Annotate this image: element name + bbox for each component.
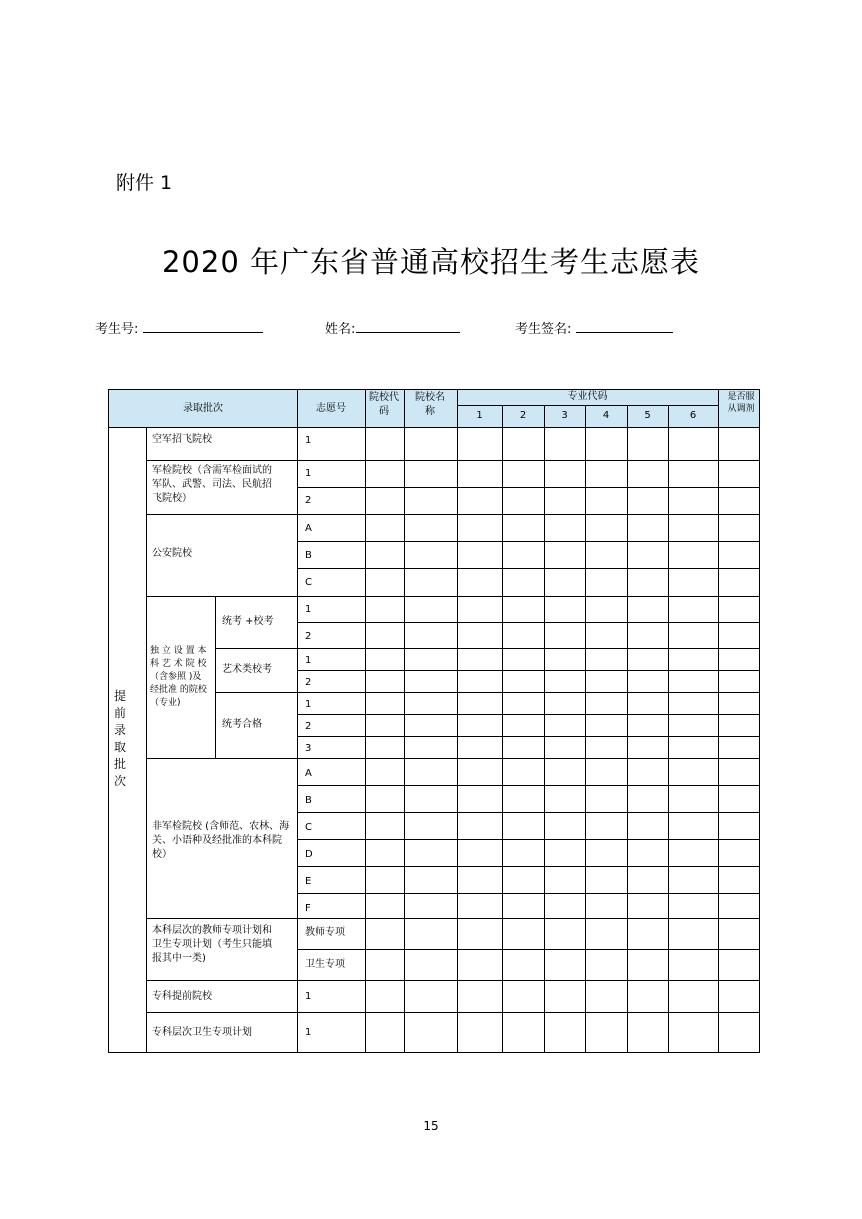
grid-line: [297, 487, 760, 488]
row-police: 公安院校: [152, 548, 192, 559]
grid-line: [297, 839, 760, 840]
grid-line: [146, 918, 760, 919]
header-school-name: 院校名称: [415, 392, 445, 417]
grid-line: [146, 427, 147, 1053]
grid-line: [146, 514, 760, 515]
row-art: 独 立 设 置 本 科 艺 术 院 校（含参照 )及经批准 的院校（专业): [150, 646, 207, 708]
row-art-pass: 统考合格: [222, 719, 262, 730]
header-major-col: 2: [519, 410, 527, 421]
wish-number: C: [305, 577, 312, 588]
header-wish-no: 志愿号: [316, 402, 346, 414]
wish-number: B: [305, 550, 312, 561]
grid-line: [146, 980, 760, 981]
grid-line: [457, 389, 458, 1053]
grid-line: [404, 389, 405, 1053]
wish-number: F: [305, 903, 311, 914]
wish-number: 3: [305, 743, 312, 754]
grid-line: [297, 812, 760, 813]
wish-number: B: [305, 795, 312, 806]
grid-line: [297, 736, 760, 737]
grid-line: [215, 692, 760, 693]
header-major-col: 5: [644, 410, 651, 421]
grid-line: [502, 405, 503, 1053]
grid-line: [146, 460, 760, 461]
row-junior: 专科提前院校: [152, 991, 212, 1002]
row-junior-health: 专科层次卫生专项计划: [152, 1027, 252, 1038]
batch-label: 提前录取批次: [113, 689, 126, 788]
header-major-code: 专业代码: [567, 391, 608, 402]
wish-number: 2: [305, 721, 312, 732]
row-art-unified: 统考 +校考: [222, 616, 274, 627]
wish-number: 1: [305, 991, 312, 1002]
wish-number: 1: [305, 699, 312, 710]
page-title: 2020 年广东省普通高校招生考生志愿表: [161, 245, 701, 279]
table-border-top: [108, 389, 760, 390]
wish-number: 1: [305, 435, 312, 446]
row-teacher-health: 本科层次的教师专项计划和卫生专项计划（考生只能填报其中一类): [152, 925, 272, 964]
exam-no-label: 考生号:: [95, 322, 139, 337]
grid-line: [297, 389, 298, 1053]
row-teacher: 教师专项: [305, 927, 345, 938]
row-health: 卫生专项: [305, 959, 345, 970]
grid-line: [146, 1012, 760, 1013]
header-major-col: 1: [476, 410, 483, 421]
signature-label: 考生签名:: [515, 322, 572, 337]
name-label: 姓名:: [325, 322, 356, 337]
grid-line: [297, 893, 760, 894]
grid-line: [108, 427, 760, 428]
wish-number: 2: [305, 677, 312, 688]
header-major-col: 3: [561, 410, 568, 421]
wish-number: E: [305, 876, 312, 887]
wish-number: 1: [305, 655, 312, 666]
wish-number: 1: [305, 604, 312, 615]
attachment-label: 附件 1: [116, 172, 173, 194]
grid-line: [215, 596, 216, 758]
header-adjust: 是否服从调剂: [727, 392, 755, 414]
grid-line: [365, 389, 366, 1053]
wish-number: C: [305, 822, 312, 833]
wish-number: 1: [305, 468, 312, 479]
grid-line: [627, 405, 628, 1053]
grid-line: [457, 405, 719, 406]
grid-line: [297, 541, 760, 542]
wish-number: D: [305, 849, 313, 860]
grid-line: [668, 405, 669, 1053]
grid-line: [718, 389, 719, 1053]
table-border-left: [108, 389, 109, 1053]
wish-number: 1: [305, 1027, 312, 1038]
table-border-bottom: [108, 1052, 760, 1053]
grid-line: [544, 405, 545, 1053]
header-school-code: 院校代码: [369, 392, 399, 417]
grid-line: [297, 866, 760, 867]
wish-number: 2: [305, 631, 312, 642]
row-art-class: 艺术类校考: [222, 664, 272, 675]
wish-number: A: [305, 523, 312, 534]
grid-line: [297, 714, 760, 715]
wish-number: 2: [305, 495, 312, 506]
grid-line: [297, 622, 760, 623]
grid-line: [146, 758, 760, 759]
row-military: 军检院校（含需军检面试的军队、武警、司法、民航招飞院校）: [152, 465, 272, 504]
grid-line: [215, 648, 760, 649]
header-major-col: 6: [689, 410, 697, 421]
header-major-col: 4: [602, 410, 610, 421]
grid-line: [297, 670, 760, 671]
grid-line: [297, 949, 760, 950]
wish-number: A: [305, 768, 312, 779]
header-batch: 录取批次: [183, 402, 223, 414]
page-number: 15: [423, 1119, 439, 1133]
table-border-right: [759, 389, 760, 1053]
grid-line: [297, 568, 760, 569]
grid-line: [297, 785, 760, 786]
grid-line: [146, 596, 760, 597]
grid-line: [585, 405, 586, 1053]
row-air-force: 空军招飞院校: [152, 434, 212, 445]
row-non-military: 非军检院校 (含师范、农林、海关、小语种及经批准的本科院校）: [152, 821, 290, 860]
